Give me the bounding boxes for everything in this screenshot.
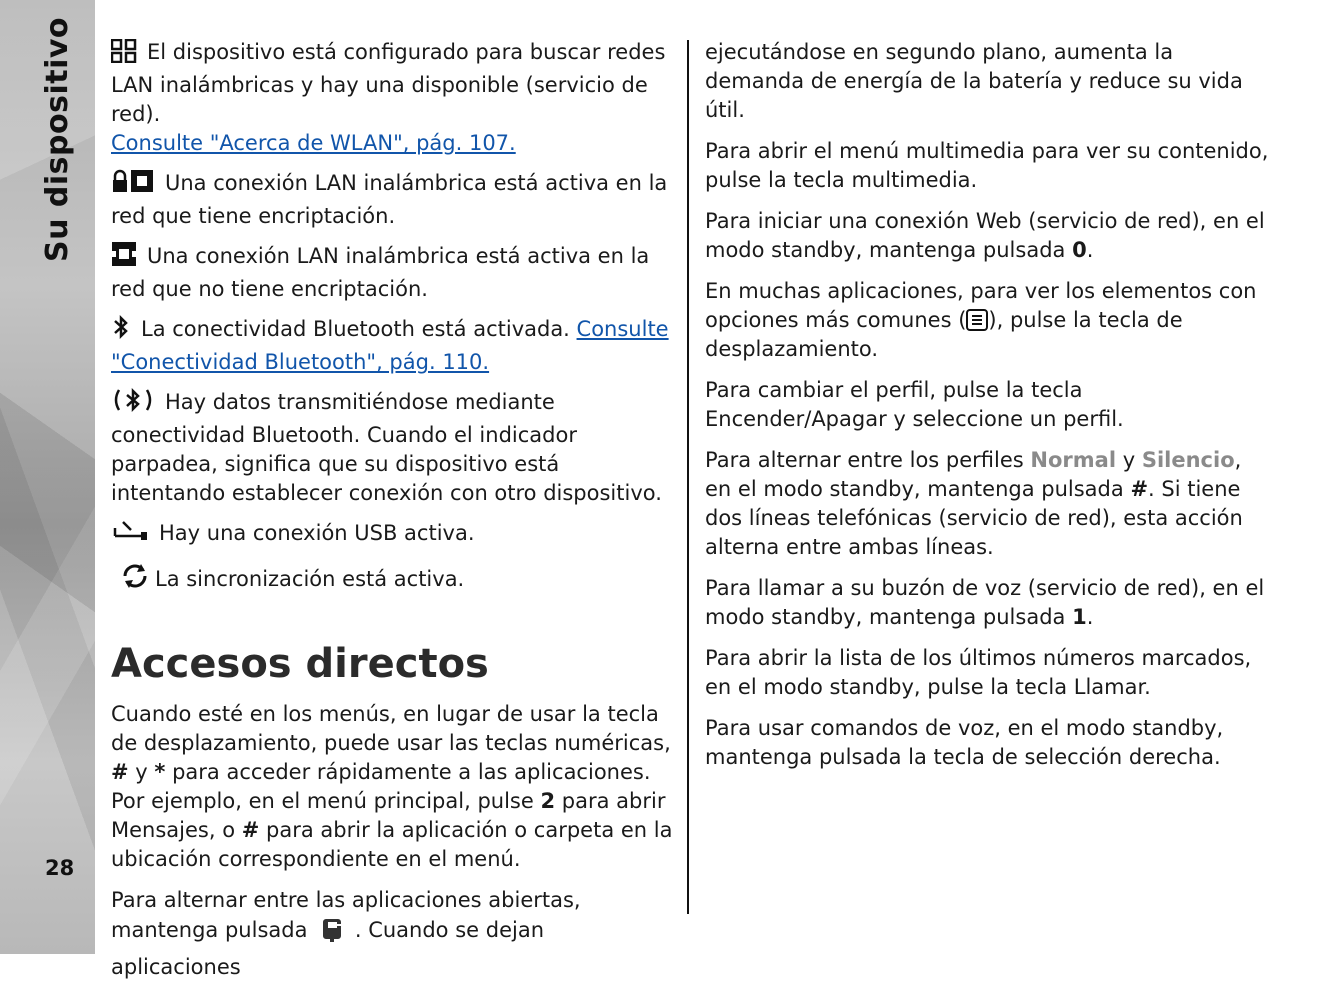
profile-silencio: Silencio	[1141, 448, 1235, 472]
list-item: La sincronización está activa.	[111, 562, 673, 598]
sidebar-band	[0, 0, 95, 954]
page-number: 28	[45, 856, 75, 880]
section-title: Su dispositivo	[40, 16, 75, 262]
column-divider	[687, 40, 689, 914]
paragraph: Para usar comandos de voz, en el modo standby, mantenga pulsada la tecla de selección derecha.	[705, 716, 1224, 769]
list-item: Hay datos transmitiéndose mediante conectividad Bluetooth. Cuando el indicador parpadea, significa que su dispositivo está intentando establecer conexión con otro dispositivo.	[111, 387, 673, 508]
paragraph: ejecutándose en segundo plano, aumenta la demanda de energía de la batería y reduce su vida útil.	[705, 40, 1243, 122]
list-item: La conectividad Bluetooth está activada. Consulte "Conectividad Bluetooth", pág. 110.	[111, 314, 673, 377]
paragraph: Para alternar entre las aplicaciones abiertas, mantenga pulsada . Cuando se dejan aplicaciones	[111, 888, 581, 979]
list-item: Hay una conexión USB activa.	[111, 518, 673, 552]
right-column	[705, 38, 1270, 784]
bluetooth-icon	[111, 314, 131, 348]
paragraph: Para abrir la lista de los últimos números marcados, en el modo standby, pulse la tecla Llamar.	[705, 646, 1252, 699]
profile-normal: Normal	[1030, 448, 1117, 472]
link-bluetooth[interactable]: Consulte "Conectividad Bluetooth", pág. 110.	[111, 317, 669, 374]
paragraph: Para cambiar el perfil, pulse la tecla Encender/Apagar y seleccione un perfil.	[705, 378, 1124, 431]
left-column	[111, 38, 673, 994]
options-menu-icon	[966, 309, 988, 331]
sync-icon	[119, 562, 151, 598]
link-about-wlan[interactable]: Consulte "Acerca de WLAN", pág. 107.	[111, 131, 516, 155]
paragraph: Para alternar entre los perfiles Normal y Silencio, en el modo standby, mantenga pulsada #. Si tiene dos líneas telefónicas (servicio de red), esta acción alterna entre ambas líneas.	[705, 448, 1243, 559]
wlan-active-icon	[111, 241, 137, 275]
menu-key-icon	[320, 915, 346, 953]
usb-icon	[111, 518, 149, 552]
paragraph: En muchas aplicaciones, para ver los elementos con opciones más comunes ( ), pulse la tecla de desplazamiento.	[705, 279, 1257, 361]
wlan-available-icon	[111, 39, 137, 71]
wlan-encrypted-icon	[111, 168, 155, 202]
list-item: Una conexión LAN inalámbrica está activa en la red que tiene encriptación.	[111, 168, 673, 231]
paragraph: Cuando esté en los menús, en lugar de usar la tecla de desplazamiento, puede usar las teclas numéricas, # y * para acceder rápidamente a las aplicaciones. Por ejemplo, en el menú principal, pulse 2 para abrir Mensajes, o # para abrir la aplicación o carpeta en la ubicación correspondiente en el menú.	[111, 702, 673, 871]
section-heading: Accesos directos	[111, 641, 489, 687]
list-item: Una conexión LAN inalámbrica está activa en la red que no tiene encriptación.	[111, 241, 673, 304]
list-item: El dispositivo está configurado para buscar redes LAN inalámbricas y hay una disponible (servicio de red). Consulte "Acerca de WLAN", pág. 107.	[111, 40, 666, 155]
bluetooth-transfer-icon	[111, 387, 155, 421]
paragraph: Para abrir el menú multimedia para ver su contenido, pulse la tecla multimedia.	[705, 139, 1269, 192]
paragraph: Para llamar a su buzón de voz (servicio de red), en el modo standby, mantenga pulsada 1.	[705, 576, 1265, 629]
paragraph: Para iniciar una conexión Web (servicio de red), en el modo standby, mantenga pulsada 0.	[705, 209, 1265, 262]
